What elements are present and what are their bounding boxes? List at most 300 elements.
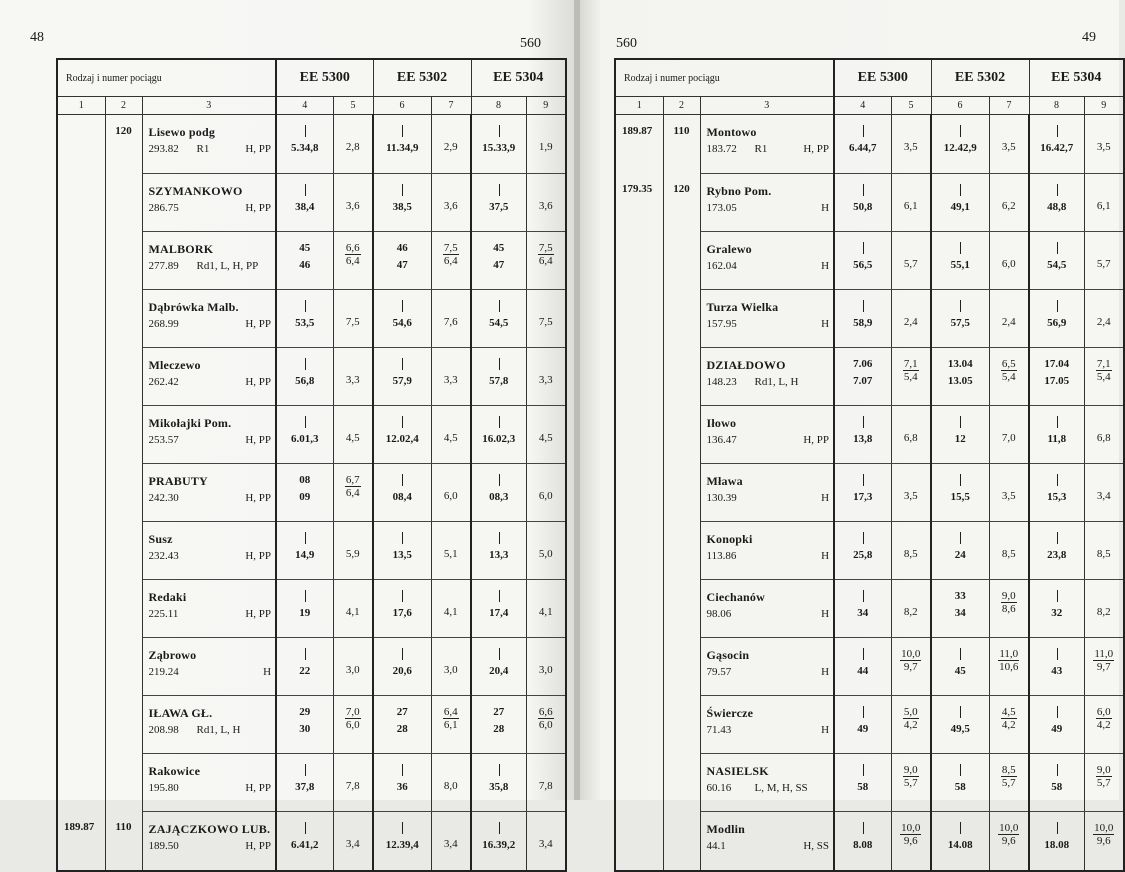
km-column [57, 289, 105, 347]
pass-through-mark [402, 300, 403, 312]
time-cell [1029, 347, 1084, 405]
time-cell [1029, 231, 1084, 289]
line-number [105, 463, 142, 521]
station-codes: H [821, 201, 830, 214]
station-km: 173.05 [706, 201, 737, 214]
station-details [143, 663, 276, 678]
run-time-upper: 9,0 [1001, 589, 1016, 602]
station-category [755, 492, 822, 504]
run-time-cell [989, 695, 1029, 753]
timetable-row [615, 753, 1124, 811]
run-time-cell [333, 463, 373, 521]
run-time: 8,5 [1096, 547, 1111, 560]
line-number [663, 811, 700, 871]
station-cell [142, 695, 276, 753]
run-time-cell [989, 579, 1029, 637]
run-time-fraction [432, 242, 471, 268]
arrival-time: 27 [396, 705, 408, 718]
pass-through-mark [863, 532, 864, 544]
pass-through-mark [1057, 648, 1058, 660]
station-name: Montowo [706, 125, 757, 139]
run-time: 8,2 [903, 605, 918, 618]
run-time-cell [333, 637, 373, 695]
run-time-cell [1084, 579, 1124, 637]
time-value: 15,5 [950, 490, 970, 503]
time-value: 8.08 [853, 838, 873, 851]
column-number: 5 [891, 97, 931, 115]
time-value: 58 [857, 780, 869, 793]
run-time-upper: 6,7 [345, 473, 360, 486]
station-category [755, 840, 804, 852]
time-value: 56,5 [853, 258, 873, 271]
time-value: 22 [299, 664, 311, 677]
station-codes: H, PP [245, 549, 272, 562]
run-time: 4,5 [538, 431, 553, 444]
line-number [105, 579, 142, 637]
time-cell [834, 115, 891, 174]
time-value: 12.39,4 [385, 838, 419, 851]
time-cell [373, 347, 431, 405]
run-time-cell [333, 115, 373, 174]
station-km: 219.24 [148, 665, 179, 678]
run-time: 8,2 [1096, 605, 1111, 618]
km-column [57, 637, 105, 695]
run-time-cell [526, 463, 566, 521]
station-name: Świercze [706, 705, 754, 720]
station-name: Dąbrówka Malb. [148, 299, 239, 314]
timetable-row [615, 695, 1124, 753]
station-codes: H [821, 491, 830, 504]
run-time-cell [1084, 463, 1124, 521]
time-value: 48,8 [1047, 200, 1067, 213]
run-time-cell [333, 405, 373, 463]
run-time-fraction [892, 822, 931, 848]
station-details [143, 257, 276, 272]
time-value: 45 [954, 664, 966, 677]
time-cell [276, 521, 333, 579]
station-codes: H [821, 259, 830, 272]
arrival-time: 45 [493, 241, 505, 254]
km-column [615, 463, 663, 521]
station-details [701, 199, 834, 214]
run-time-cell [1084, 115, 1124, 174]
station-cell [700, 753, 834, 811]
time-value: 58 [1051, 780, 1063, 793]
time-value: 20,4 [489, 664, 509, 677]
time-cell [834, 521, 891, 579]
run-time-cell [989, 173, 1029, 231]
time-cell [373, 637, 431, 695]
station-name: ZAJĄCZKOWO LUB. [148, 821, 271, 836]
run-time-upper: 11,0 [999, 647, 1019, 660]
km-column: 189.87 [57, 811, 105, 871]
column-number: 7 [431, 97, 471, 115]
station-cell [142, 231, 276, 289]
time-cell [1029, 695, 1084, 753]
pass-through-mark [499, 532, 500, 544]
pass-through-mark [305, 822, 306, 834]
run-time: 2,4 [1001, 315, 1016, 328]
run-time: 7,6 [443, 315, 458, 328]
station-codes: H [821, 665, 830, 678]
time-cell [1029, 289, 1084, 347]
column-number: 4 [276, 97, 333, 115]
run-time-cell [526, 579, 566, 637]
run-time-upper: 6,0 [1096, 705, 1111, 718]
run-time: 8,5 [903, 547, 918, 560]
station-km: 262.42 [148, 375, 179, 388]
line-number [105, 521, 142, 579]
station-category: Rd1, L, H, PP [196, 259, 259, 272]
time-value: 54,5 [1047, 258, 1067, 271]
line-number [663, 521, 700, 579]
pass-through-mark [499, 416, 500, 428]
run-time-fraction [527, 242, 566, 268]
station-cell [142, 579, 276, 637]
station-category [755, 550, 822, 562]
time-value: 37,8 [295, 780, 315, 793]
pass-through-mark [499, 822, 500, 834]
time-value: 11,8 [1047, 432, 1067, 445]
station-km: 277.89 [148, 259, 179, 272]
run-time-fraction [1085, 822, 1124, 848]
time-cell [1029, 173, 1084, 231]
column-number: 6 [373, 97, 431, 115]
pass-through-mark [960, 184, 961, 196]
pass-through-mark [402, 358, 403, 370]
time-cell [276, 173, 333, 231]
timetable-row [57, 753, 566, 811]
timetable-row [615, 811, 1124, 871]
run-time-cell [333, 695, 373, 753]
run-time-cell [989, 405, 1029, 463]
station-codes: H, PP [245, 433, 272, 446]
run-time: 7,8 [538, 779, 553, 792]
time-value: 6.44,7 [849, 142, 877, 154]
run-time-cell [431, 579, 471, 637]
arrival-time: 08 [299, 473, 311, 486]
run-time: 5,9 [345, 547, 360, 560]
run-time: 2,4 [903, 315, 918, 328]
station-codes: H, PP [245, 839, 272, 852]
time-cell [1029, 753, 1084, 811]
km-column [57, 521, 105, 579]
run-time-cell [431, 347, 471, 405]
pass-through-mark [863, 125, 864, 137]
station-cell [142, 463, 276, 521]
run-time-upper: 4,5 [1001, 705, 1016, 718]
line-number: 110 [105, 811, 142, 871]
time-cell [931, 811, 989, 871]
run-time-cell [989, 811, 1029, 871]
time-cell [373, 115, 431, 174]
run-time: 5,7 [903, 257, 918, 270]
run-time-upper: 6,4 [443, 705, 458, 718]
run-time: 6,8 [903, 431, 918, 444]
km-column [615, 405, 663, 463]
time-cell [276, 579, 333, 637]
time-cell [373, 579, 431, 637]
station-codes: H, PP [245, 781, 272, 794]
time-cell [834, 173, 891, 231]
run-time-cell [1084, 347, 1124, 405]
run-time: 6,0 [443, 489, 458, 502]
run-time-fraction [334, 242, 373, 268]
pass-through-mark [305, 764, 306, 776]
run-time-lower: 6,0 [345, 718, 360, 731]
station-details [701, 605, 834, 620]
station-category [755, 202, 822, 214]
train-number-header: EE 5304 [471, 59, 566, 97]
time-value: 57,8 [489, 374, 509, 387]
run-time: 6,0 [1001, 257, 1016, 270]
page-number: 49 [1082, 30, 1096, 45]
run-time-upper: 7,0 [345, 705, 360, 718]
time-cell [471, 289, 526, 347]
pass-through-mark [402, 125, 403, 137]
run-time-lower: 5,4 [1096, 370, 1111, 383]
time-value: 36 [396, 780, 408, 793]
column-number: 2 [105, 97, 142, 115]
km-column [57, 579, 105, 637]
timetable-row [57, 115, 566, 174]
pass-through-mark [305, 532, 306, 544]
pass-through-mark [1057, 184, 1058, 196]
run-time-cell [431, 405, 471, 463]
run-time-upper: 6,5 [1001, 357, 1016, 370]
time-value: 43 [1051, 664, 1063, 677]
time-value: 37,5 [489, 200, 509, 213]
pass-through-mark [1057, 706, 1058, 718]
run-time-lower: 9,6 [1001, 834, 1016, 847]
pass-through-mark [960, 300, 961, 312]
timetable-right [614, 58, 1125, 872]
timetable-row [615, 115, 1124, 174]
train-number-header: EE 5300 [276, 59, 373, 97]
station-cell [700, 405, 834, 463]
run-time-cell [333, 289, 373, 347]
run-time-lower: 9,6 [903, 834, 918, 847]
time-value: 5.34,8 [291, 142, 319, 154]
run-time-cell [333, 231, 373, 289]
time-value: 24 [954, 548, 966, 561]
time-value: 57,5 [950, 316, 970, 329]
time-cell [931, 405, 989, 463]
departure-time: 28 [396, 722, 408, 735]
pass-through-mark [863, 416, 864, 428]
run-time-cell [891, 695, 931, 753]
station-km: 286.75 [148, 201, 179, 214]
station-name: NASIELSK [706, 763, 769, 778]
station-km: 208.98 [148, 723, 179, 736]
pass-through-mark [960, 474, 961, 486]
train-number-header: EE 5302 [373, 59, 471, 97]
time-value: 49 [1051, 722, 1063, 735]
time-value: 15,3 [1047, 490, 1067, 503]
station-km: 242.30 [148, 491, 179, 504]
run-time-cell [526, 695, 566, 753]
station-cell [700, 695, 834, 753]
timetable-row [57, 521, 566, 579]
run-time-cell [431, 173, 471, 231]
time-value: 6.41,2 [291, 838, 319, 851]
station-cell [142, 811, 276, 871]
time-cell [471, 637, 526, 695]
run-time-lower: 4,2 [1001, 718, 1016, 731]
time-cell [834, 695, 891, 753]
line-number [663, 347, 700, 405]
page-number: 48 [30, 30, 44, 45]
run-time: 7,5 [538, 315, 553, 328]
time-value: 49 [857, 722, 869, 735]
pass-through-mark [305, 416, 306, 428]
time-value: 49,5 [950, 722, 970, 735]
time-cell [276, 637, 333, 695]
run-time-upper: 9,0 [1096, 763, 1111, 776]
station-cell [142, 173, 276, 231]
arrival-time: 29 [299, 705, 311, 718]
run-time-cell [333, 753, 373, 811]
departure-time: 13.05 [947, 374, 973, 387]
time-cell [1029, 811, 1084, 871]
timetable-row [57, 463, 566, 521]
run-time: 2,9 [443, 141, 458, 153]
train-type-label: Rodzaj i numer pociągu [57, 59, 276, 97]
pass-through-mark [305, 590, 306, 602]
km-column [615, 753, 663, 811]
station-name: Iłowo [706, 415, 737, 430]
run-time: 3,5 [1001, 489, 1016, 502]
run-time-fraction [990, 706, 1029, 732]
run-time: 7,8 [345, 779, 360, 792]
run-time-cell [431, 811, 471, 871]
arrival-time: 45 [299, 241, 311, 254]
time-value: 55,1 [950, 258, 970, 271]
run-time-cell [891, 463, 931, 521]
departure-time: 28 [493, 722, 505, 735]
run-time-fraction [1085, 764, 1124, 790]
run-time-cell [526, 231, 566, 289]
station-cell [700, 231, 834, 289]
run-time-cell [1084, 289, 1124, 347]
time-cell [471, 811, 526, 871]
time-cell [471, 231, 526, 289]
timetable-row [57, 695, 566, 753]
run-time-fraction [892, 706, 931, 732]
departure-time: 30 [299, 722, 311, 735]
station-category [197, 434, 246, 446]
run-time-lower: 4,2 [903, 718, 918, 731]
time-value: 16.39,2 [482, 838, 516, 851]
departure-time: 47 [396, 258, 408, 271]
station-category [197, 202, 246, 214]
run-time: 3,6 [538, 199, 553, 212]
line-number: 120 [663, 173, 700, 231]
run-time-cell [891, 173, 931, 231]
time-value: 57,9 [392, 374, 412, 387]
time-cell [276, 695, 333, 753]
station-details [143, 489, 276, 504]
run-time-cell [989, 753, 1029, 811]
time-value: 18.08 [1044, 838, 1070, 851]
run-time-cell [431, 753, 471, 811]
km-column: 189.87 [615, 115, 663, 174]
km-column [57, 231, 105, 289]
run-time: 3,6 [345, 199, 360, 212]
run-time-cell [526, 637, 566, 695]
run-time-cell [891, 753, 931, 811]
pass-through-mark [960, 648, 961, 660]
run-time: 5,1 [443, 547, 458, 560]
station-category: L, M, H, SS [754, 781, 808, 794]
run-time-cell [989, 289, 1029, 347]
km-column [615, 637, 663, 695]
station-cell [142, 405, 276, 463]
pass-through-mark [402, 590, 403, 602]
run-time-cell [1084, 695, 1124, 753]
time-cell [471, 579, 526, 637]
km-column [615, 231, 663, 289]
run-time: 3,4 [1096, 489, 1111, 502]
run-time-cell [1084, 521, 1124, 579]
run-time-upper: 7,1 [903, 357, 918, 370]
run-time: 3,0 [538, 663, 553, 676]
departure-time: 17.05 [1044, 374, 1070, 387]
column-number: 4 [834, 97, 891, 115]
run-time: 4,1 [538, 605, 553, 618]
station-name: Konopki [706, 531, 753, 546]
run-time-cell [526, 753, 566, 811]
run-time-upper: 9,0 [903, 763, 918, 776]
time-value: 38,4 [295, 200, 315, 213]
run-time-cell [989, 463, 1029, 521]
timetable-row [615, 405, 1124, 463]
station-cell [142, 521, 276, 579]
station-category: Rd1, L, H [196, 723, 241, 736]
timetable-row [57, 579, 566, 637]
station-category [197, 840, 246, 852]
time-cell [834, 753, 891, 811]
time-value: 58 [954, 780, 966, 793]
station-name: Ząbrowo [148, 647, 197, 662]
time-value: 20,6 [392, 664, 412, 677]
pass-through-mark [1057, 532, 1058, 544]
time-value: 17,4 [489, 606, 509, 619]
station-km: 195.80 [148, 781, 179, 794]
time-cell [373, 811, 431, 871]
column-number: 8 [1029, 97, 1084, 115]
time-value: 15.33,9 [482, 142, 516, 154]
km-column [615, 579, 663, 637]
km-column [615, 347, 663, 405]
timetable-row [57, 405, 566, 463]
line-number [663, 463, 700, 521]
time-cell [1029, 637, 1084, 695]
run-time: 3,0 [345, 663, 360, 676]
station-km: 98.06 [706, 607, 732, 620]
station-km: 232.43 [148, 549, 179, 562]
time-value: 14,9 [295, 548, 315, 561]
km-column [57, 753, 105, 811]
time-value: 16.02,3 [482, 432, 516, 445]
pass-through-mark [499, 590, 500, 602]
pass-through-mark [1057, 822, 1058, 834]
run-time-cell [526, 289, 566, 347]
run-time-lower: 9,7 [903, 660, 918, 673]
pass-through-mark [1057, 764, 1058, 776]
station-km: 71.43 [706, 723, 732, 736]
time-cell [1029, 405, 1084, 463]
